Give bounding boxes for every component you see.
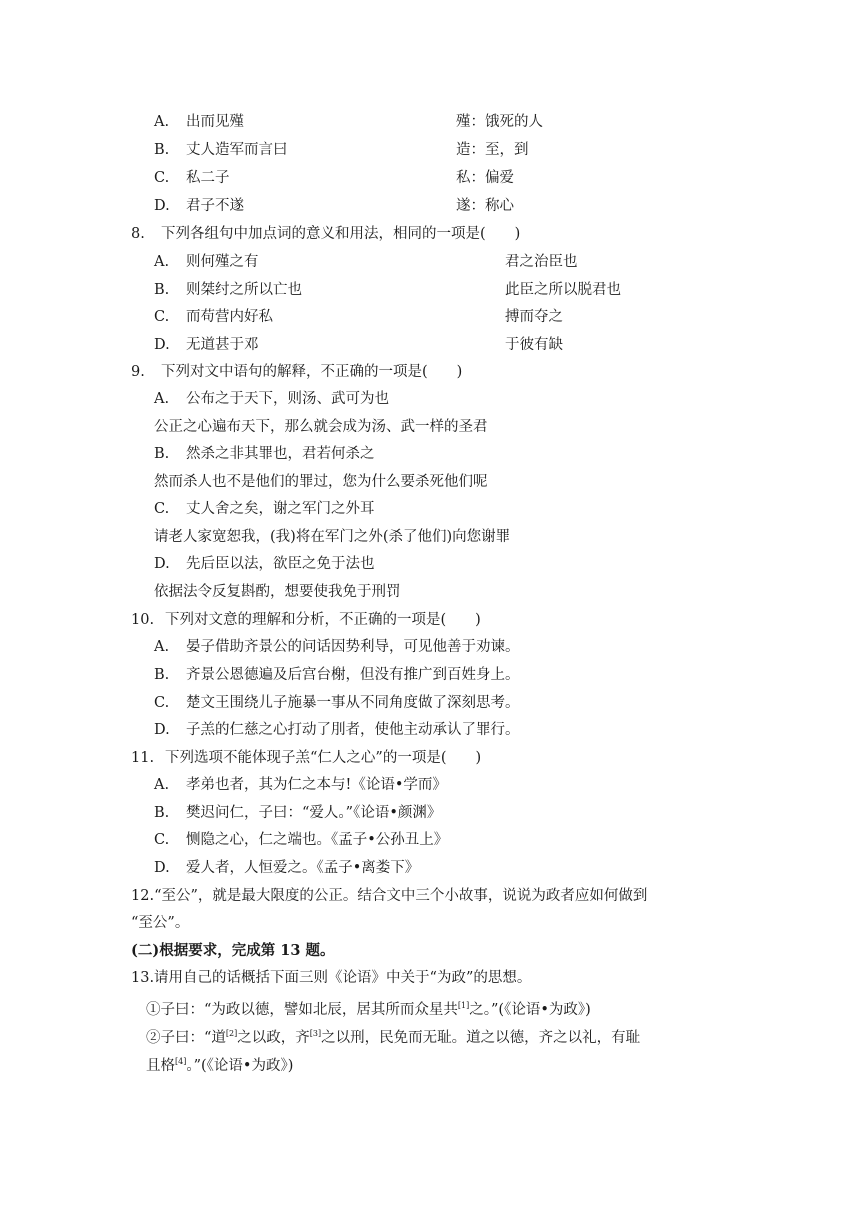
- q8-option-c-right: 搏而夺之: [505, 309, 563, 325]
- q13-item-2: ②子曰：“道[2]之以政，齐[3]之以刑，民免而无耻。道之以德，齐之以礼，有耻: [146, 1029, 641, 1046]
- q8-stem: 8. 下列各组句中加点词的意义和用法，相同的一项是( ): [131, 226, 521, 242]
- q8-option-c: C. 而苟营内好私: [154, 309, 273, 325]
- q13-item-1: ①子曰：“为政以德，譬如北辰，居其所而众星共[1]之。”(《论语•为政》): [146, 1001, 591, 1018]
- q12-stem: 12.“至公”，就是最大限度的公正。结合文中三个小故事，说说为政者应如何做到: [131, 888, 648, 904]
- q8-option-a-right: 君之治臣也: [505, 254, 578, 270]
- q9-option-c-translation: 请老人家宽恕我，(我)将在军门之外(杀了他们)向您谢罪: [154, 529, 511, 545]
- q12-stem-continued: “至公”。: [131, 915, 190, 931]
- q8-option-d-right: 于彼有缺: [505, 337, 563, 353]
- q9-stem: 9. 下列对文中语句的解释，不正确的一项是( ): [131, 364, 463, 380]
- q10-option-c: C. 楚文王围绕儿子施暴一事从不同角度做了深刻思考。: [154, 695, 520, 711]
- section-heading: (二)根据要求，完成第 13 题。: [131, 942, 335, 959]
- q8-option-b: B. 则桀纣之所以亡也: [154, 282, 302, 298]
- q7-option-a: A. 出而见殣: [154, 114, 244, 130]
- q7-option-c: C. 私二子: [154, 170, 230, 186]
- q7-option-d-gloss: 遂：称心: [456, 198, 514, 214]
- q7-option-b-gloss: 造：至，到: [456, 142, 529, 158]
- q8-option-b-right: 此臣之所以脱君也: [505, 282, 621, 298]
- q7-option-c-gloss: 私：偏爱: [456, 170, 514, 186]
- q10-option-b: B. 齐景公恩德遍及后宫台榭，但没有推广到百姓身上。: [154, 667, 520, 683]
- q11-option-b: B. 樊迟问仁，子曰：“爱人。”《论语•颜渊》: [154, 805, 442, 821]
- q8-option-a: A. 则何殣之有: [154, 254, 259, 270]
- q13-item-2-continued: 且格[4]。”(《论语•为政》): [146, 1057, 294, 1074]
- q11-stem: 11. 下列选项不能体现子羔“仁人之心”的一项是( ): [131, 750, 482, 766]
- footnote-marker: [1]: [457, 1001, 470, 1010]
- q11-option-d: D. 爱人者，人恒爱之。《孟子•离娄下》: [154, 860, 420, 876]
- q10-stem: 10. 下列对文意的理解和分析，不正确的一项是( ): [131, 612, 481, 628]
- q8-option-d: D. 无道甚于邓: [154, 337, 259, 353]
- footnote-marker: [4]: [175, 1057, 187, 1066]
- q11-option-a: A. 孝弟也者，其为仁之本与!《论语•学而》: [154, 777, 447, 793]
- q9-option-d-translation: 依据法令反复斟酌，想要使我免于刑罚: [154, 584, 401, 600]
- q11-option-c: C. 恻隐之心，仁之端也。《孟子•公孙丑上》: [154, 832, 449, 848]
- q7-option-b: B. 丈人造军而言曰: [154, 142, 288, 158]
- q9-option-a: A. 公布之于天下，则汤、武可为也: [154, 391, 389, 407]
- footnote-marker: [3]: [309, 1029, 322, 1038]
- q13-stem: 13.请用自己的话概括下面三则《论语》中关于“为政”的思想。: [131, 970, 532, 986]
- q9-option-b: B. 然杀之非其罪也，君若何杀之: [154, 446, 375, 462]
- q7-option-d: D. 君子不遂: [154, 198, 244, 214]
- q9-option-b-translation: 然而杀人也不是他们的罪过，您为什么要杀死他们呢: [154, 474, 488, 490]
- q10-option-a: A. 晏子借助齐景公的问话因势利导，可见他善于劝谏。: [154, 639, 520, 655]
- q9-option-d: D. 先后臣以法，欲臣之免于法也: [154, 556, 375, 572]
- footnote-marker: [2]: [225, 1029, 238, 1038]
- q7-option-a-gloss: 殣：饿死的人: [456, 114, 543, 130]
- q9-option-c: C. 丈人舍之矣，谢之军门之外耳: [154, 501, 375, 517]
- q10-option-d: D. 子羔的仁慈之心打动了刖者，使他主动承认了罪行。: [154, 722, 520, 738]
- q9-option-a-translation: 公正之心遍布天下，那么就会成为汤、武一样的圣君: [154, 419, 488, 435]
